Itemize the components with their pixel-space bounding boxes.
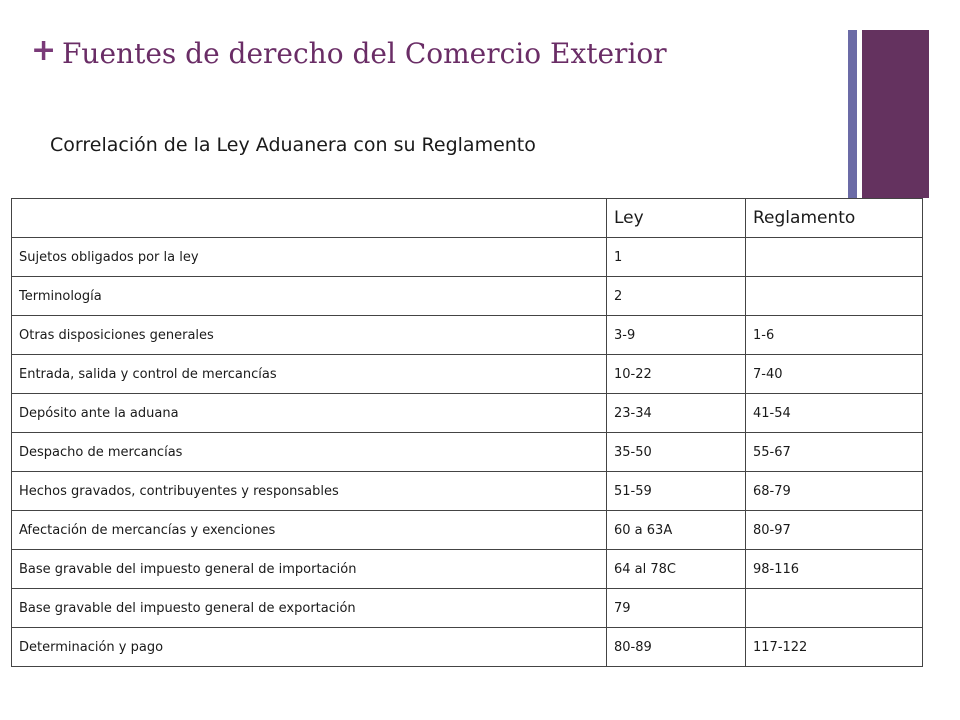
cell-topic: Base gravable del impuesto general de exportación (12, 589, 607, 628)
cell-ley: 35-50 (607, 433, 746, 472)
decorative-bar-thick (862, 30, 929, 198)
cell-ley: 60 a 63A (607, 511, 746, 550)
cell-reglamento: 68-79 (746, 472, 923, 511)
table-row (12, 433, 923, 472)
slide-title: Fuentes de derecho del Comercio Exterior (62, 37, 667, 70)
header-reglamento: Reglamento (746, 199, 923, 238)
cell-reglamento: 117-122 (746, 628, 923, 667)
cell-reglamento: 98-116 (746, 550, 923, 589)
header-ley: Ley (607, 199, 746, 238)
cell-reglamento: 7-40 (746, 355, 923, 394)
cell-topic: Hechos gravados, contribuyentes y responsables (12, 472, 607, 511)
header-topic (12, 199, 607, 238)
cell-ley: 3-9 (607, 316, 746, 355)
table-row (12, 628, 923, 667)
table-row (12, 511, 923, 550)
table-row (12, 472, 923, 511)
cell-ley: 1 (607, 238, 746, 277)
table-row (12, 277, 923, 316)
cell-topic: Sujetos obligados por la ley (12, 238, 607, 277)
plus-icon: + (31, 33, 57, 68)
cell-topic: Despacho de mercancías (12, 433, 607, 472)
table-row (12, 589, 923, 628)
table-row (12, 316, 923, 355)
cell-topic: Base gravable del impuesto general de importación (12, 550, 607, 589)
table-row (12, 550, 923, 589)
cell-reglamento (746, 238, 923, 277)
cell-topic: Afectación de mercancías y exenciones (12, 511, 607, 550)
cell-reglamento (746, 589, 923, 628)
slide-subtitle: Correlación de la Ley Aduanera con su Reglamento (50, 134, 536, 156)
cell-topic: Terminología (12, 277, 607, 316)
correlation-table (11, 198, 923, 667)
cell-ley: 79 (607, 589, 746, 628)
cell-ley: 64 al 78C (607, 550, 746, 589)
cell-reglamento: 1-6 (746, 316, 923, 355)
cell-topic: Determinación y pago (12, 628, 607, 667)
cell-ley: 23-34 (607, 394, 746, 433)
cell-reglamento: 55-67 (746, 433, 923, 472)
cell-reglamento (746, 277, 923, 316)
cell-ley: 2 (607, 277, 746, 316)
table-row (12, 394, 923, 433)
cell-ley: 10-22 (607, 355, 746, 394)
cell-ley: 51-59 (607, 472, 746, 511)
table-row (12, 238, 923, 277)
decorative-bar-thin (848, 30, 857, 198)
cell-reglamento: 80-97 (746, 511, 923, 550)
table-header-row (12, 199, 923, 238)
cell-topic: Entrada, salida y control de mercancías (12, 355, 607, 394)
cell-ley: 80-89 (607, 628, 746, 667)
cell-reglamento: 41-54 (746, 394, 923, 433)
cell-topic: Depósito ante la aduana (12, 394, 607, 433)
table-row (12, 355, 923, 394)
cell-topic: Otras disposiciones generales (12, 316, 607, 355)
